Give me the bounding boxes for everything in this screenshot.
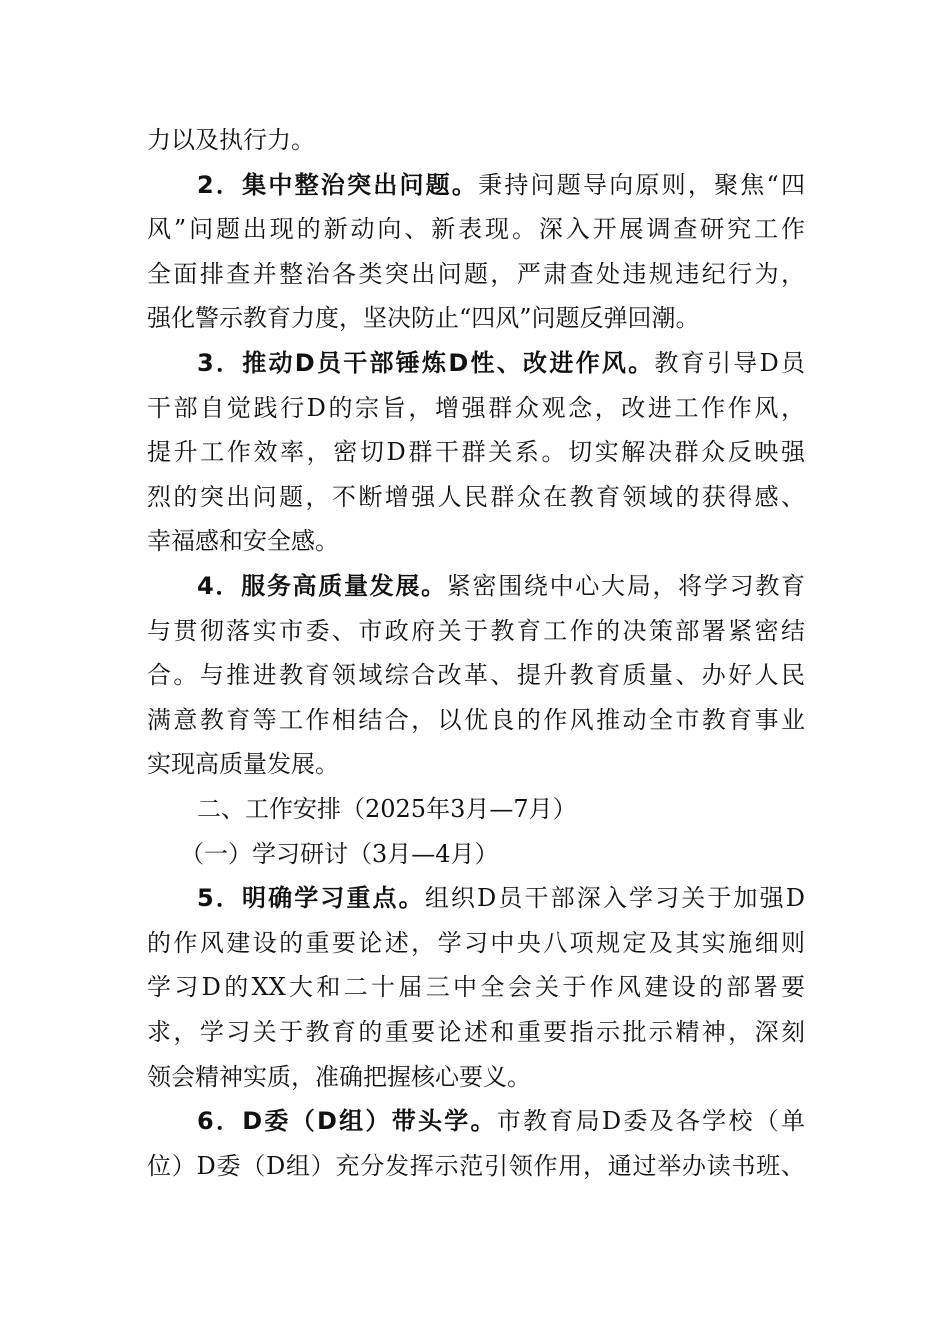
body-text: 求，学习关于教育的重要论述和重要指示批示精神，深刻 bbox=[147, 1018, 805, 1046]
text-line bbox=[147, 698, 805, 742]
text-line bbox=[147, 475, 805, 519]
paragraph-heading: 4．服务高质量发展。 bbox=[197, 572, 447, 600]
body-text: 与贯彻落实市委、市政府关于教育工作的决策部署紧密结 bbox=[147, 616, 805, 645]
body-text: 紧密围绕中心大局，将学习教育 bbox=[446, 572, 806, 600]
body-text: 领会精神实质，准确把握核心要义。 bbox=[147, 1062, 531, 1091]
body-text: 烈的突出问题，不断增强人民群众在教育领域的获得感、 bbox=[147, 482, 805, 511]
text-line bbox=[197, 564, 805, 608]
body-text: 满意教育等工作相结合，以优良的作风推动全市教育事业 bbox=[147, 705, 805, 734]
text-line bbox=[147, 742, 805, 786]
text-line bbox=[147, 430, 805, 474]
text-line bbox=[147, 609, 805, 653]
text-line bbox=[147, 921, 805, 965]
body-text: 教育引导D员 bbox=[654, 349, 805, 377]
body-text: 实现高质量发展。 bbox=[147, 750, 339, 779]
text-line bbox=[147, 386, 805, 430]
paragraph-heading: 5．明确学习重点。 bbox=[197, 884, 425, 913]
body-text: 力以及执行力。 bbox=[147, 126, 315, 154]
body-text: 位）D委（D组）充分发挥示范引领作用，通过举办读书班、 bbox=[147, 1151, 805, 1180]
body-text: 风”问题出现的新动向、新表现。深入开展调查研究工作 bbox=[147, 215, 805, 244]
body-text: 合。与推进教育领域综合改革、提升教育质量、办好人民 bbox=[147, 661, 805, 690]
body-text: 市教育局D委及各学校（单 bbox=[496, 1107, 805, 1136]
text-line bbox=[197, 1099, 805, 1143]
text-line bbox=[197, 163, 805, 207]
paragraph-heading: 2．集中整治突出问题。 bbox=[197, 170, 479, 199]
text-line bbox=[147, 207, 805, 251]
body-text: 的作风建设的重要论述，学习中央八项规定及其实施细则 bbox=[147, 928, 805, 957]
text-line bbox=[147, 118, 805, 162]
text-line bbox=[147, 965, 805, 1009]
body-text: 提升工作效率，密切D群干群关系。切实解决群众反映强 bbox=[147, 438, 805, 467]
text-line bbox=[197, 787, 805, 831]
body-text: 学习D的XX大和二十届三中全会关于作风建设的部署要 bbox=[147, 973, 805, 1002]
text-line bbox=[147, 653, 805, 697]
text-line bbox=[197, 876, 805, 920]
text-line bbox=[147, 296, 805, 340]
body-text: 组织D员干部深入学习关于加强D bbox=[424, 884, 806, 913]
paragraph-heading: 3．推动D员干部锤炼D性、改进作风。 bbox=[197, 349, 655, 377]
text-line bbox=[147, 1144, 805, 1188]
body-text: 秉持问题导向原则，聚焦“四 bbox=[478, 170, 805, 199]
body-text: （一）学习研讨（3月—4月） bbox=[180, 839, 499, 868]
text-line bbox=[180, 832, 805, 876]
text-line bbox=[147, 252, 805, 296]
body-text: 幸福感和安全感。 bbox=[147, 527, 339, 556]
body-text: 全面排查并整治各类突出问题，严肃查处违规违纪行为， bbox=[147, 259, 805, 288]
text-line bbox=[147, 1055, 805, 1099]
body-text: 强化警示教育力度，坚决防止“四风”问题反弹回潮。 bbox=[147, 304, 700, 333]
text-line bbox=[147, 519, 805, 563]
text-line bbox=[147, 1010, 805, 1054]
paragraph-heading: 6．D委（D组）带头学。 bbox=[197, 1107, 497, 1136]
text-line bbox=[197, 341, 805, 385]
body-text: 干部自觉践行D的宗旨，增强群众观念，改进工作作风， bbox=[147, 393, 805, 422]
body-text: 二、工作安排（2025年3月—7月） bbox=[197, 795, 577, 823]
